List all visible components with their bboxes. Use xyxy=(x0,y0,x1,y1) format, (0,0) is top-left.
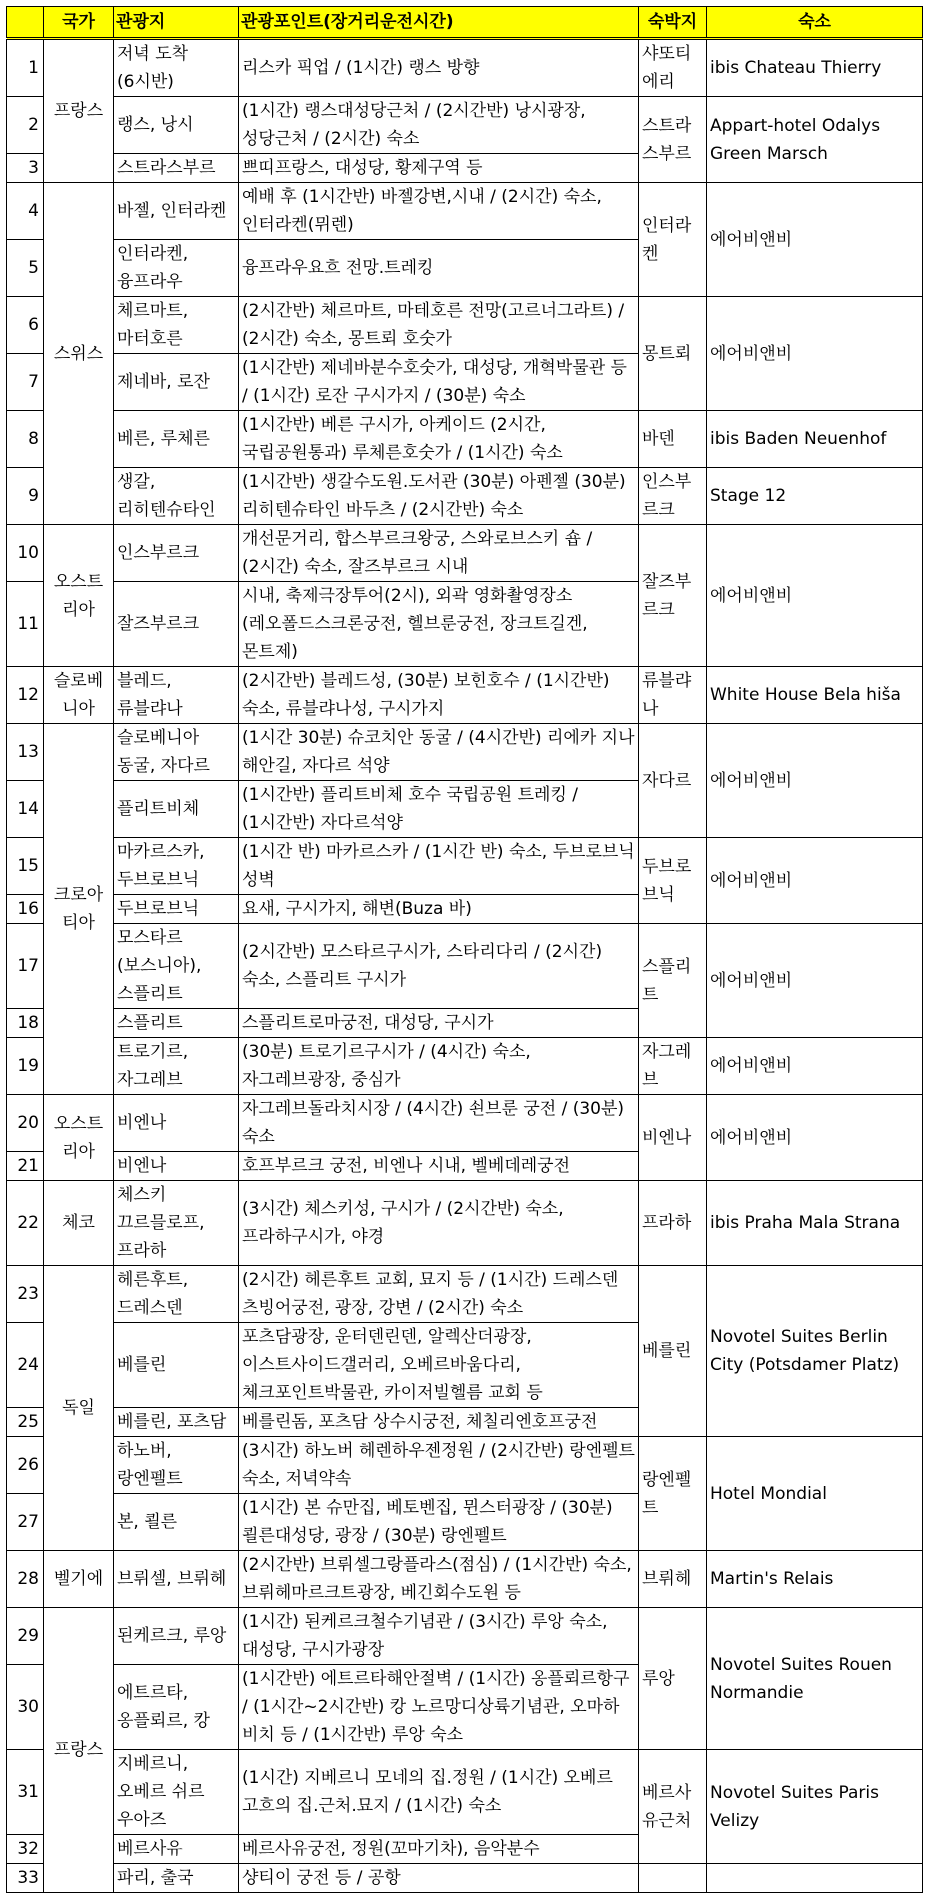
table-row xyxy=(7,97,923,154)
lodging-area-cell: 비엔나 xyxy=(639,1095,707,1181)
lodging-area-cell: 스트라스부르 xyxy=(639,97,707,183)
place-cell: 두브로브닉 xyxy=(114,895,239,924)
row-number: 24 xyxy=(7,1323,44,1408)
row-number: 29 xyxy=(7,1608,44,1665)
header-lodging-area: 숙박지 xyxy=(639,7,707,39)
country-cell: 슬로베니아 xyxy=(44,667,114,724)
table-row xyxy=(7,1038,923,1095)
place-cell: 파리, 출국 xyxy=(114,1864,239,1893)
points-cell: (1시간반) 에트르타해안절벽 / (1시간) 옹플뢰르항구 / (1시간~2시간반) 캉 노르망디상륙기념관, 오마하 비치 등 / (1시간반) 루앙 숙소 xyxy=(239,1665,639,1750)
place-cell: 헤른후트, 드레스덴 xyxy=(114,1266,239,1323)
points-cell: (1시간반) 생갈수도원.도서관 (30분) 아펜젤 (30분) 리히텐슈타인 바두츠 / (2시간반) 숙소 xyxy=(239,468,639,525)
place-cell: 베르사유 xyxy=(114,1835,239,1864)
row-number: 8 xyxy=(7,411,44,468)
points-cell: 융프라우요흐 전망.트레킹 xyxy=(239,240,639,297)
lodging-area-cell: 베르사유근처 xyxy=(639,1750,707,1864)
points-cell: (1시간) 본 슈만집, 베토벤집, 뮌스터광장 / (30분) 쾰른대성당, 광장 / (30분) 랑엔펠트 xyxy=(239,1494,639,1551)
country-cell: 독일 xyxy=(44,1266,114,1551)
place-cell: 트로기르, 자그레브 xyxy=(114,1038,239,1095)
points-cell: (30분) 트로기르구시가 / (4시간) 숙소, 자그레브광장, 중심가 xyxy=(239,1038,639,1095)
place-cell: 플리트비체 xyxy=(114,781,239,838)
place-cell: 블레드, 류블랴나 xyxy=(114,667,239,724)
place-cell: 베른, 루체른 xyxy=(114,411,239,468)
header-country: 국가 xyxy=(44,7,114,39)
points-cell: 개선문거리, 합스부르크왕궁, 스와로브스키 숍 / (2시간) 숙소, 잘즈부르크 시내 xyxy=(239,525,639,582)
lodging-cell: ibis Chateau Thierry xyxy=(707,39,923,97)
points-cell: (1시간반) 베른 구시가, 아케이드 (2시간, 국립공원통과) 루체른호숫가 / (1시간) 숙소 xyxy=(239,411,639,468)
table-row xyxy=(7,1095,923,1152)
points-cell: (2시간반) 블레드성, (30분) 보힌호수 / (1시간반) 숙소, 류블랴나성, 구시가지 xyxy=(239,667,639,724)
lodging-cell: ibis Baden Neuenhof xyxy=(707,411,923,468)
points-cell: 베를린돔, 포츠담 상수시궁전, 체칠리엔호프궁전 xyxy=(239,1408,639,1437)
lodging-cell: Novotel Suites Berlin City (Potsdamer Platz) xyxy=(707,1266,923,1437)
country-cell: 벨기에 xyxy=(44,1551,114,1608)
itinerary-sheet xyxy=(6,6,923,1893)
lodging-area-cell: 프라하 xyxy=(639,1181,707,1266)
lodging-area-cell: 인스부르크 xyxy=(639,468,707,525)
place-cell: 슬로베니아 동굴, 자다르 xyxy=(114,724,239,781)
lodging-cell: 에어비앤비 xyxy=(707,724,923,838)
lodging-cell: Stage 12 xyxy=(707,468,923,525)
lodging-cell: Hotel Mondial xyxy=(707,1437,923,1551)
points-cell: (3시간) 체스키성, 구시가 / (2시간반) 숙소, 프라하구시가, 야경 xyxy=(239,1181,639,1266)
points-cell: 샹티이 궁전 등 / 공항 xyxy=(239,1864,639,1893)
row-number: 18 xyxy=(7,1009,44,1038)
points-cell: 포츠담광장, 운터덴린덴, 알렉산더광장, 이스트사이드갤러리, 오베르바움다리, 체크포인트박물관, 카이저빌헬름 교회 등 xyxy=(239,1323,639,1408)
lodging-area-cell: 몽트뢰 xyxy=(639,297,707,411)
lodging-area-cell: 랑엔펠트 xyxy=(639,1437,707,1551)
lodging-area-cell: 스플리트 xyxy=(639,924,707,1038)
header-points: 관광포인트(장거리운전시간) xyxy=(239,7,639,39)
points-cell: (2시간반) 체르마트, 마테호른 전망(고르너그라트) / (2시간) 숙소, 몽트뢰 호숫가 xyxy=(239,297,639,354)
place-cell: 된케르크, 루앙 xyxy=(114,1608,239,1665)
row-number: 3 xyxy=(7,154,44,183)
lodging-cell: Martin's Relais xyxy=(707,1551,923,1608)
lodging-area-cell: 인터라켄 xyxy=(639,183,707,297)
row-number: 13 xyxy=(7,724,44,781)
place-cell: 스트라스부르 xyxy=(114,154,239,183)
points-cell: 베르사유궁전, 정원(꼬마기차), 음악분수 xyxy=(239,1835,639,1864)
row-number: 31 xyxy=(7,1750,44,1835)
place-cell: 인터라켄, 융프라우 xyxy=(114,240,239,297)
table-row xyxy=(7,667,923,724)
row-number: 26 xyxy=(7,1437,44,1494)
row-number: 28 xyxy=(7,1551,44,1608)
points-cell: (1시간) 지베르니 모네의 집.정원 / (1시간) 오베르 고흐의 집.근처.묘지 / (1시간) 숙소 xyxy=(239,1750,639,1835)
place-cell: 하노버, 랑엔펠트 xyxy=(114,1437,239,1494)
lodging-cell: 에어비앤비 xyxy=(707,297,923,411)
place-cell: 체르마트, 마터호른 xyxy=(114,297,239,354)
lodging-area-cell xyxy=(639,1864,707,1893)
points-cell: (2시간) 헤른후트 교회, 묘지 등 / (1시간) 드레스덴 츠빙어궁전, 광장, 강변 / (2시간) 숙소 xyxy=(239,1266,639,1323)
header-place: 관광지 xyxy=(114,7,239,39)
table-row xyxy=(7,1181,923,1266)
place-cell: 지베르니, 오베르 쉬르 우아즈 xyxy=(114,1750,239,1835)
row-number: 21 xyxy=(7,1152,44,1181)
points-cell: 자그레브돌라치시장 / (4시간) 쇤브룬 궁전 / (30분) 숙소 xyxy=(239,1095,639,1152)
lodging-area-cell: 잘즈부르크 xyxy=(639,525,707,667)
row-number: 32 xyxy=(7,1835,44,1864)
row-number: 20 xyxy=(7,1095,44,1152)
country-cell: 오스트리아 xyxy=(44,525,114,667)
table-row xyxy=(7,411,923,468)
table-row xyxy=(7,838,923,895)
place-cell: 마카르스카, 두브로브닉 xyxy=(114,838,239,895)
row-number: 1 xyxy=(7,39,44,97)
points-cell: 예배 후 (1시간반) 바젤강변,시내 / (2시간) 숙소, 인터라켄(뮈렌) xyxy=(239,183,639,240)
points-cell: (1시간반) 제네바분수호숫가, 대성당, 개혁박물관 등 / (1시간) 로잔 구시가지 / (30분) 숙소 xyxy=(239,354,639,411)
country-cell: 오스트리아 xyxy=(44,1095,114,1181)
points-cell: (1시간 30분) 슈코치안 동굴 / (4시간반) 리에카 지나 해안길, 자다르 석양 xyxy=(239,724,639,781)
row-number: 23 xyxy=(7,1266,44,1323)
lodging-cell: 에어비앤비 xyxy=(707,183,923,297)
lodging-cell: 에어비앤비 xyxy=(707,525,923,667)
place-cell: 인스부르크 xyxy=(114,525,239,582)
table-row xyxy=(7,297,923,354)
lodging-cell: 에어비앤비 xyxy=(707,924,923,1038)
lodging-area-cell: 브뤼헤 xyxy=(639,1551,707,1608)
table-row xyxy=(7,1551,923,1608)
country-cell: 스위스 xyxy=(44,183,114,525)
place-cell: 랭스, 낭시 xyxy=(114,97,239,154)
lodging-cell: Appart-hotel Odalys Green Marsch xyxy=(707,97,923,183)
place-cell: 스플리트 xyxy=(114,1009,239,1038)
points-cell: (1시간) 랭스대성당근처 / (2시간반) 낭시광장, 성당근처 / (2시간) 숙소 xyxy=(239,97,639,154)
table-row xyxy=(7,1437,923,1494)
row-number: 4 xyxy=(7,183,44,240)
place-cell: 브뤼셀, 브뤼헤 xyxy=(114,1551,239,1608)
place-cell: 본, 쾰른 xyxy=(114,1494,239,1551)
row-number: 15 xyxy=(7,838,44,895)
lodging-cell: 에어비앤비 xyxy=(707,838,923,924)
lodging-area-cell: 바덴 xyxy=(639,411,707,468)
points-cell: 쁘띠프랑스, 대성당, 황제구역 등 xyxy=(239,154,639,183)
lodging-area-cell: 류블랴나 xyxy=(639,667,707,724)
points-cell: (2시간반) 브뤼셀그랑플라스(점심) / (1시간반) 숙소, 브뤼헤마르크트광장, 베긴회수도원 등 xyxy=(239,1551,639,1608)
table-row xyxy=(7,924,923,1009)
row-number: 27 xyxy=(7,1494,44,1551)
place-cell: 잘즈부르크 xyxy=(114,582,239,667)
points-cell: 리스카 픽업 / (1시간) 랭스 방향 xyxy=(239,39,639,97)
lodging-cell: Novotel Suites Paris Velizy xyxy=(707,1750,923,1864)
points-cell: 시내, 축제극장투어(2시), 외곽 영화촬영장소(레오폴드스크론궁전, 헬브룬궁전, 장크트길겐, 몬트제) xyxy=(239,582,639,667)
lodging-cell: White House Bela hiša xyxy=(707,667,923,724)
row-number: 25 xyxy=(7,1408,44,1437)
country-cell: 크로아티아 xyxy=(44,724,114,1095)
points-cell: (1시간 반) 마카르스카 / (1시간 반) 숙소, 두브로브닉 성벽 xyxy=(239,838,639,895)
row-number: 5 xyxy=(7,240,44,297)
lodging-area-cell: 자그레브 xyxy=(639,1038,707,1095)
place-cell: 베를린, 포츠담 xyxy=(114,1408,239,1437)
lodging-cell xyxy=(707,1864,923,1893)
points-cell: 스플리트로마궁전, 대성당, 구시가 xyxy=(239,1009,639,1038)
points-cell: (1시간) 된케르크철수기념관 / (3시간) 루앙 숙소, 대성당, 구시가광장 xyxy=(239,1608,639,1665)
row-number: 7 xyxy=(7,354,44,411)
row-number: 17 xyxy=(7,924,44,1009)
lodging-cell: Novotel Suites Rouen Normandie xyxy=(707,1608,923,1750)
row-number: 19 xyxy=(7,1038,44,1095)
table-row xyxy=(7,525,923,582)
place-cell: 비엔나 xyxy=(114,1095,239,1152)
table-row xyxy=(7,468,923,525)
table-row xyxy=(7,39,923,97)
header-number xyxy=(7,7,44,39)
lodging-cell: ibis Praha Mala Strana xyxy=(707,1181,923,1266)
lodging-area-cell: 루앙 xyxy=(639,1608,707,1750)
row-number: 11 xyxy=(7,582,44,667)
country-cell: 프랑스 xyxy=(44,1608,114,1893)
points-cell: (1시간반) 플리트비체 호수 국립공원 트레킹 / (1시간반) 자다르석양 xyxy=(239,781,639,838)
points-cell: 호프부르크 궁전, 비엔나 시내, 벨베데레궁전 xyxy=(239,1152,639,1181)
table-row xyxy=(7,183,923,240)
place-cell: 제네바, 로잔 xyxy=(114,354,239,411)
row-number: 14 xyxy=(7,781,44,838)
place-cell: 에트르타, 옹플뢰르, 캉 xyxy=(114,1665,239,1750)
place-cell: 비엔나 xyxy=(114,1152,239,1181)
place-cell: 저녁 도착 (6시반) xyxy=(114,39,239,97)
row-number: 6 xyxy=(7,297,44,354)
row-number: 9 xyxy=(7,468,44,525)
place-cell: 바젤, 인터라켄 xyxy=(114,183,239,240)
points-cell: (3시간) 하노버 헤렌하우젠정원 / (2시간반) 랑엔펠트 숙소, 저녁약속 xyxy=(239,1437,639,1494)
table-row xyxy=(7,1266,923,1323)
lodging-area-cell: 샤또티에리 xyxy=(639,39,707,97)
row-number: 10 xyxy=(7,525,44,582)
table-row xyxy=(7,724,923,781)
row-number: 30 xyxy=(7,1665,44,1750)
lodging-area-cell: 자다르 xyxy=(639,724,707,838)
row-number: 22 xyxy=(7,1181,44,1266)
place-cell: 베를린 xyxy=(114,1323,239,1408)
lodging-area-cell: 두브로브닉 xyxy=(639,838,707,924)
table-row xyxy=(7,1608,923,1665)
lodging-cell: 에어비앤비 xyxy=(707,1038,923,1095)
lodging-cell: 에어비앤비 xyxy=(707,1095,923,1181)
row-number: 16 xyxy=(7,895,44,924)
header-lodging: 숙소 xyxy=(707,7,923,39)
country-cell: 프랑스 xyxy=(44,39,114,183)
table-row xyxy=(7,1864,923,1893)
country-cell: 체코 xyxy=(44,1181,114,1266)
points-cell: 요새, 구시가지, 해변(Buza 바) xyxy=(239,895,639,924)
itinerary-table xyxy=(6,6,923,1893)
place-cell: 모스타르(보스니아), 스플리트 xyxy=(114,924,239,1009)
header-row xyxy=(7,7,923,39)
table-row xyxy=(7,1750,923,1835)
row-number: 12 xyxy=(7,667,44,724)
row-number: 2 xyxy=(7,97,44,154)
points-cell: (2시간반) 모스타르구시가, 스타리다리 / (2시간) 숙소, 스플리트 구시가 xyxy=(239,924,639,1009)
lodging-area-cell: 베를린 xyxy=(639,1266,707,1437)
row-number: 33 xyxy=(7,1864,44,1893)
place-cell: 체스키 끄르믈로프, 프라하 xyxy=(114,1181,239,1266)
place-cell: 생갈, 리히텐슈타인 xyxy=(114,468,239,525)
